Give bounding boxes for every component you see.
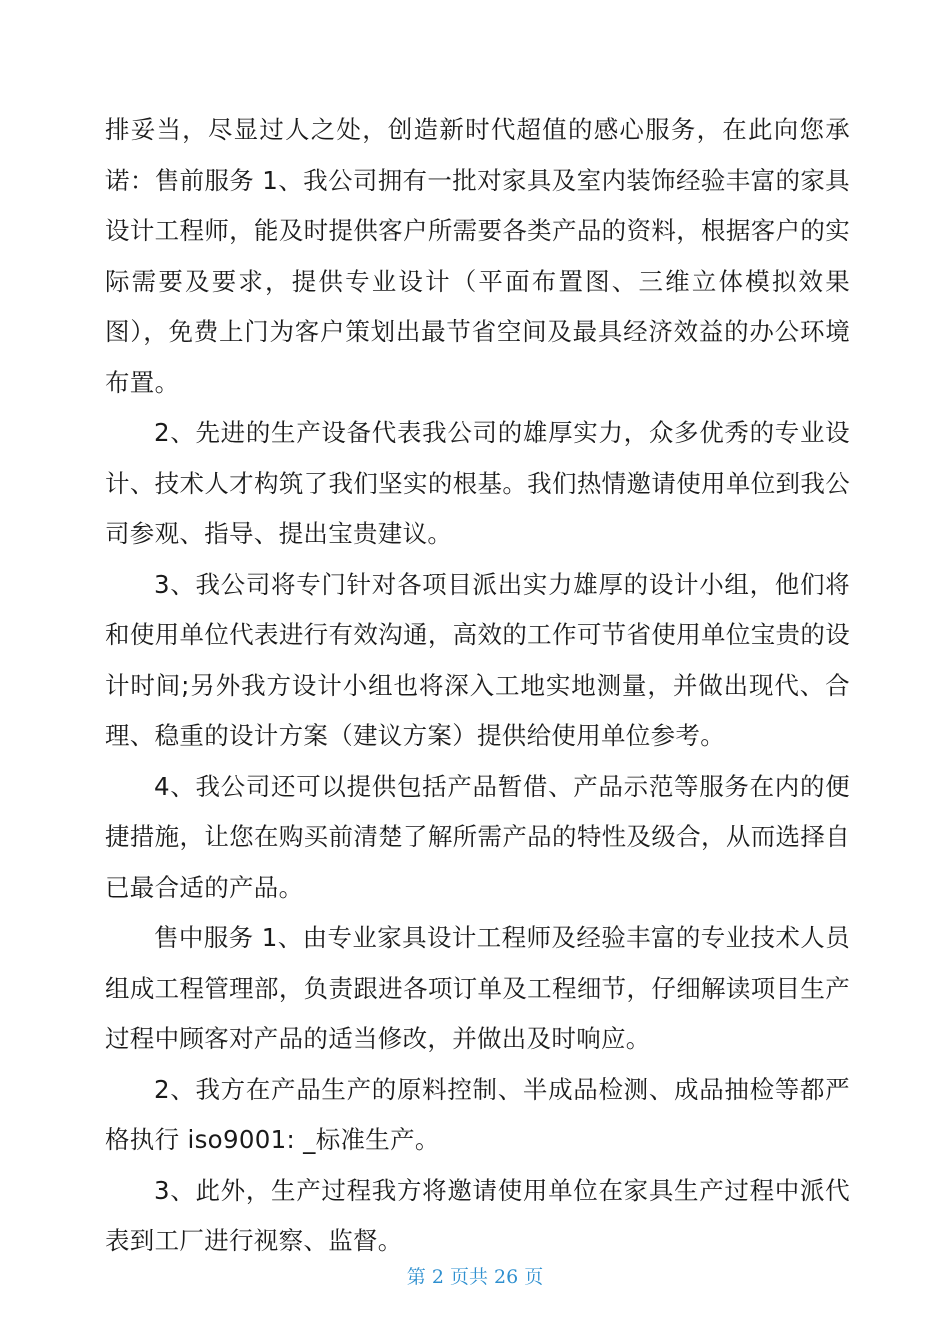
paragraph-4: 4、我公司还可以提供包括产品暂借、产品示范等服务在内的便捷措施，让您在购买前清楚了解所需产品的特性及级合，从而选择自已最合适的产品。	[105, 771, 850, 902]
paragraph-1: 排妥当，尽显过人之处，创造新时代超值的感心服务，在此向您承诺：售前服务 1、我公司拥有一批对家具及室内装饰经验丰富的家具设计工程师，能及时提供客户所需要各类产品的资料，根据客户的实际需要及要求，提供专业设计（平面布置图、三维立体模拟效果图），免费上门为客户策划出最节省空间及最具经济效益的办公环境布置。	[105, 115, 850, 397]
paragraph-6: 2、我方在产品生产的原料控制、半成品检测、成品抽检等都严格执行 iso9001: _标准生产。	[105, 1074, 850, 1154]
page-number-footer: 第 2 页共 26 页	[406, 1266, 544, 1288]
paragraph-7: 3、此外，生产过程我方将邀请使用单位在家具生产过程中派代表到工厂进行视察、监督。	[105, 1175, 850, 1255]
paragraph-5: 售中服务 1、由专业家具设计工程师及经验丰富的专业技术人员组成工程管理部，负责跟进各项订单及工程细节，仔细解读项目生产过程中顾客对产品的适当修改，并做出及时响应。	[105, 923, 850, 1053]
paragraph-2: 2、先进的生产设备代表我公司的雄厚实力，众多优秀的专业设计、技术人才构筑了我们坚实的根基。我们热情邀请使用单位到我公司参观、指导、提出宝贵建议。	[105, 418, 850, 548]
paragraph-3: 3、我公司将专门针对各项目派出实力雄厚的设计小组，他们将和使用单位代表进行有效沟通，高效的工作可节省使用单位宝贵的设计时间;另外我方设计小组也将深入工地实地测量，并做出现代、合理、稳重的设计方案（建议方案）提供给使用单位参考。	[105, 569, 850, 750]
document-body	[105, 105, 850, 1267]
